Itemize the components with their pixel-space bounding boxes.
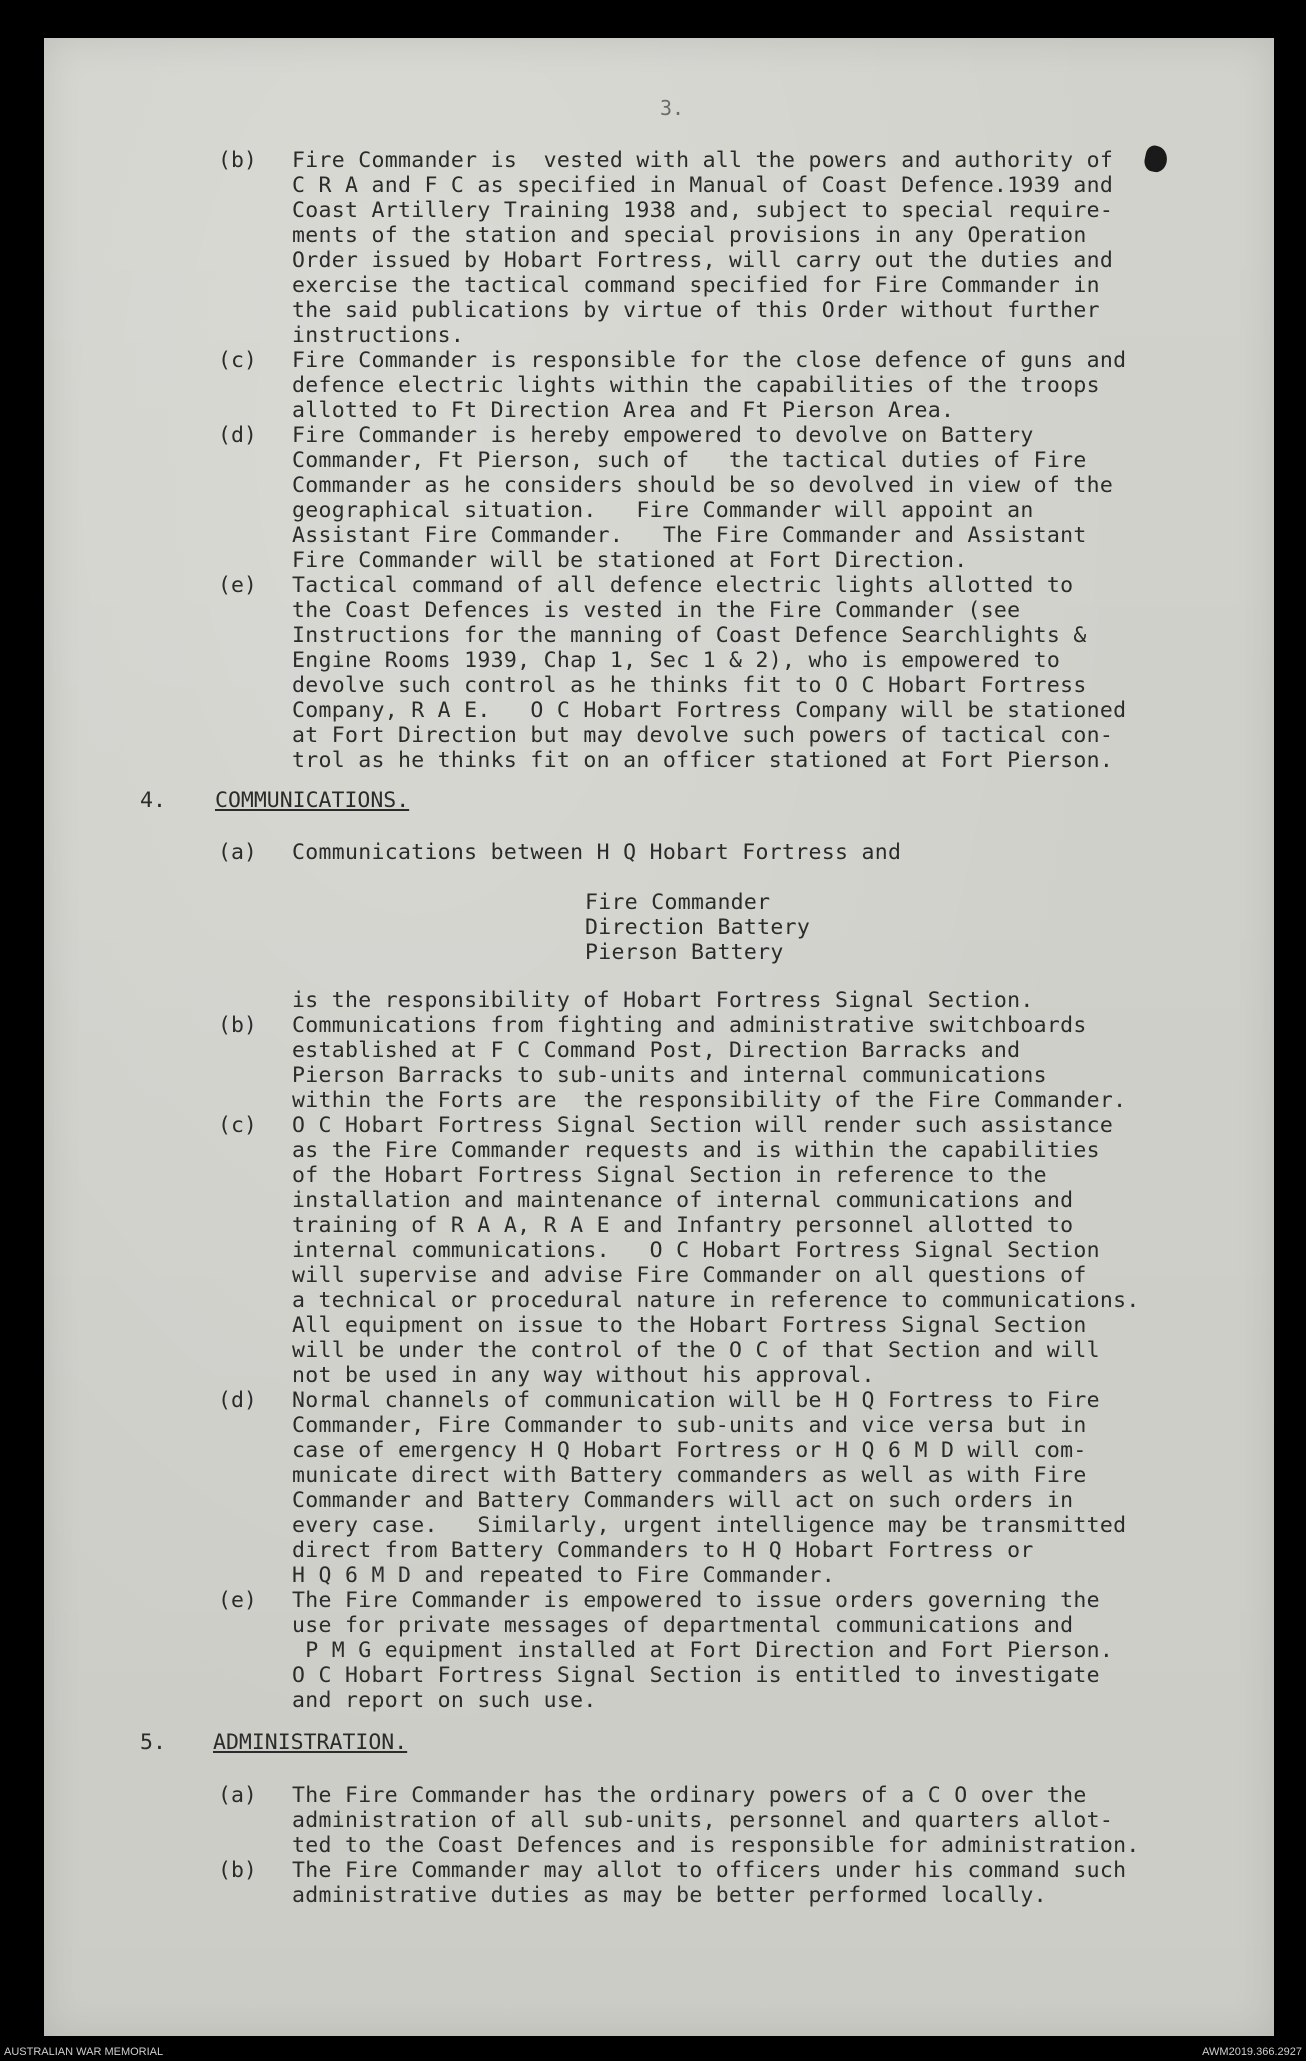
item-text-line: internal communications. O C Hobart Fortress Signal Section (292, 1238, 1100, 1263)
item-text-line: Fire Commander is responsible for the close defence of guns and (292, 348, 1127, 373)
item-text-line: Commander, Ft Pierson, such of the tactical duties of Fire (292, 448, 1087, 473)
item-text-line: exercise the tactical command specified for Fire Commander in (292, 273, 1100, 298)
item-text-line: allotted to Ft Direction Area and Ft Pierson Area. (292, 398, 955, 423)
item-label: (b) (218, 1858, 257, 1883)
item-text-line: installation and maintenance of internal communications and (292, 1188, 1074, 1213)
item-label: (e) (218, 1588, 257, 1613)
item-text-line: defence electric lights within the capabilities of the troops (292, 373, 1100, 398)
item-text-line: Coast Artillery Training 1938 and, subject to special require- (292, 198, 1114, 223)
item-text-line: within the Forts are the responsibility of the Fire Commander. (292, 1088, 1127, 1113)
item-text-line: Pierson Barracks to sub-units and internal communications (292, 1063, 1047, 1088)
item-label: (d) (218, 1388, 257, 1413)
item-text-line: will be under the control of the O C of that Section and will (292, 1338, 1100, 1363)
item-text-line: geographical situation. Fire Commander will appoint an (292, 498, 1034, 523)
item-text-line: Communications from fighting and administrative switchboards (292, 1013, 1087, 1038)
item-text-line: and report on such use. (292, 1688, 597, 1713)
item-text-line: Commander and Battery Commanders will act on such orders in (292, 1488, 1074, 1513)
item-label: (a) (218, 1783, 257, 1808)
item-label: (c) (218, 348, 257, 373)
item-text-line: Fire Commander is vested with all the powers and authority of (292, 148, 1114, 173)
item-text-line: Fire Commander is hereby empowered to devolve on Battery (292, 423, 1034, 448)
item-text-line: trol as he thinks fit on an officer stationed at Fort Pierson. (292, 748, 1114, 773)
item-label: (c) (218, 1113, 257, 1138)
item-text-line: The Fire Commander is empowered to issue orders governing the (292, 1588, 1100, 1613)
item-label: (b) (218, 148, 257, 173)
item-text-line: every case. Similarly, urgent intelligence may be transmitted (292, 1513, 1127, 1538)
item-text-line: Instructions for the manning of Coast Defence Searchlights & (292, 623, 1087, 648)
item-text-line: ments of the station and special provisions in any Operation (292, 223, 1087, 248)
item-text-line: a technical or procedural nature in reference to communications. (292, 1288, 1140, 1313)
item-text-line: the Coast Defences is vested in the Fire Commander (see (292, 598, 1021, 623)
item-text-line: O C Hobart Fortress Signal Section will render such assistance (292, 1113, 1114, 1138)
item-text-line: training of R A A, R A E and Infantry personnel allotted to (292, 1213, 1074, 1238)
item-text-line: Tactical command of all defence electric lights allotted to (292, 573, 1074, 598)
item-text-line: Commander, Fire Commander to sub-units and vice versa but in (292, 1413, 1087, 1438)
item-label: (d) (218, 423, 257, 448)
item-text-line: H Q 6 M D and repeated to Fire Commander. (292, 1563, 836, 1588)
item-label: (a) (218, 840, 257, 865)
item-text-line: will supervise and advise Fire Commander on all questions of (292, 1263, 1087, 1288)
item-text-line: The Fire Commander may allot to officers under his command such (292, 1858, 1127, 1883)
item-text-line: use for private messages of departmental communications and (292, 1613, 1074, 1638)
recipient-list-item: Direction Battery (585, 915, 811, 940)
item-text-line: of the Hobart Fortress Signal Section in reference to the (292, 1163, 1047, 1188)
item-label: (e) (218, 573, 257, 598)
item-text-line: the said publications by virtue of this Order without further (292, 298, 1100, 323)
item-text-line: Communications between H Q Hobart Fortress and (292, 840, 902, 865)
item-text-line: not be used in any way without his approval. (292, 1363, 875, 1388)
item-text-line: Commander as he considers should be so devolved in view of the (292, 473, 1114, 498)
item-text-line: at Fort Direction but may devolve such powers of tactical con- (292, 723, 1114, 748)
item-text-line: devolve such control as he thinks fit to O C Hobart Fortress (292, 673, 1087, 698)
item-text-line: Company, R A E. O C Hobart Fortress Company will be stationed (292, 698, 1127, 723)
section-heading: COMMUNICATIONS. (215, 788, 410, 813)
section-number: 4. (140, 788, 166, 813)
item-text-line: The Fire Commander has the ordinary powers of a C O over the (292, 1783, 1087, 1808)
section-heading: ADMINISTRATION. (213, 1730, 408, 1755)
item-text-line: O C Hobart Fortress Signal Section is entitled to investigate (292, 1663, 1100, 1688)
footer-accession: AWM2019.366.2927 (1202, 2046, 1302, 2058)
recipient-list-item: Fire Commander (585, 890, 771, 915)
item-text-line: Fire Commander will be stationed at Fort Direction. (292, 548, 968, 573)
footer-credit: AUSTRALIAN WAR MEMORIAL (4, 2046, 164, 2058)
item-text-line: direct from Battery Commanders to H Q Hobart Fortress or (292, 1538, 1034, 1563)
item-text-line: Engine Rooms 1939, Chap 1, Sec 1 & 2), who is empowered to (292, 648, 1061, 673)
item-text-line: P M G equipment installed at Fort Direction and Fort Pierson. (292, 1638, 1114, 1663)
item-text-line: Assistant Fire Commander. The Fire Commander and Assistant (292, 523, 1087, 548)
item-text-line: Normal channels of communication will be H Q Fortress to Fire (292, 1388, 1100, 1413)
page-number: 3. (660, 96, 685, 120)
recipient-list-item: Pierson Battery (585, 940, 784, 965)
item-text-line: is the responsibility of Hobart Fortress Signal Section. (292, 988, 1034, 1013)
item-text-line: case of emergency H Q Hobart Fortress or H Q 6 M D will com- (292, 1438, 1087, 1463)
item-label: (b) (218, 1013, 257, 1038)
item-text-line: as the Fire Commander requests and is within the capabilities (292, 1138, 1100, 1163)
item-text-line: administrative duties as may be better performed locally. (292, 1883, 1047, 1908)
item-text-line: C R A and F C as specified in Manual of Coast Defence.1939 and (292, 173, 1114, 198)
item-text-line: instructions. (292, 323, 465, 348)
item-text-line: established at F C Command Post, Direction Barracks and (292, 1038, 1021, 1063)
item-text-line: ted to the Coast Defences and is responsible for administration. (292, 1833, 1140, 1858)
item-text-line: administration of all sub-units, personnel and quarters allot- (292, 1808, 1114, 1833)
item-text-line: municate direct with Battery commanders as well as with Fire (292, 1463, 1087, 1488)
item-text-line: All equipment on issue to the Hobart Fortress Signal Section (292, 1313, 1087, 1338)
item-text-line: Order issued by Hobart Fortress, will carry out the duties and (292, 248, 1114, 273)
section-number: 5. (140, 1730, 166, 1755)
